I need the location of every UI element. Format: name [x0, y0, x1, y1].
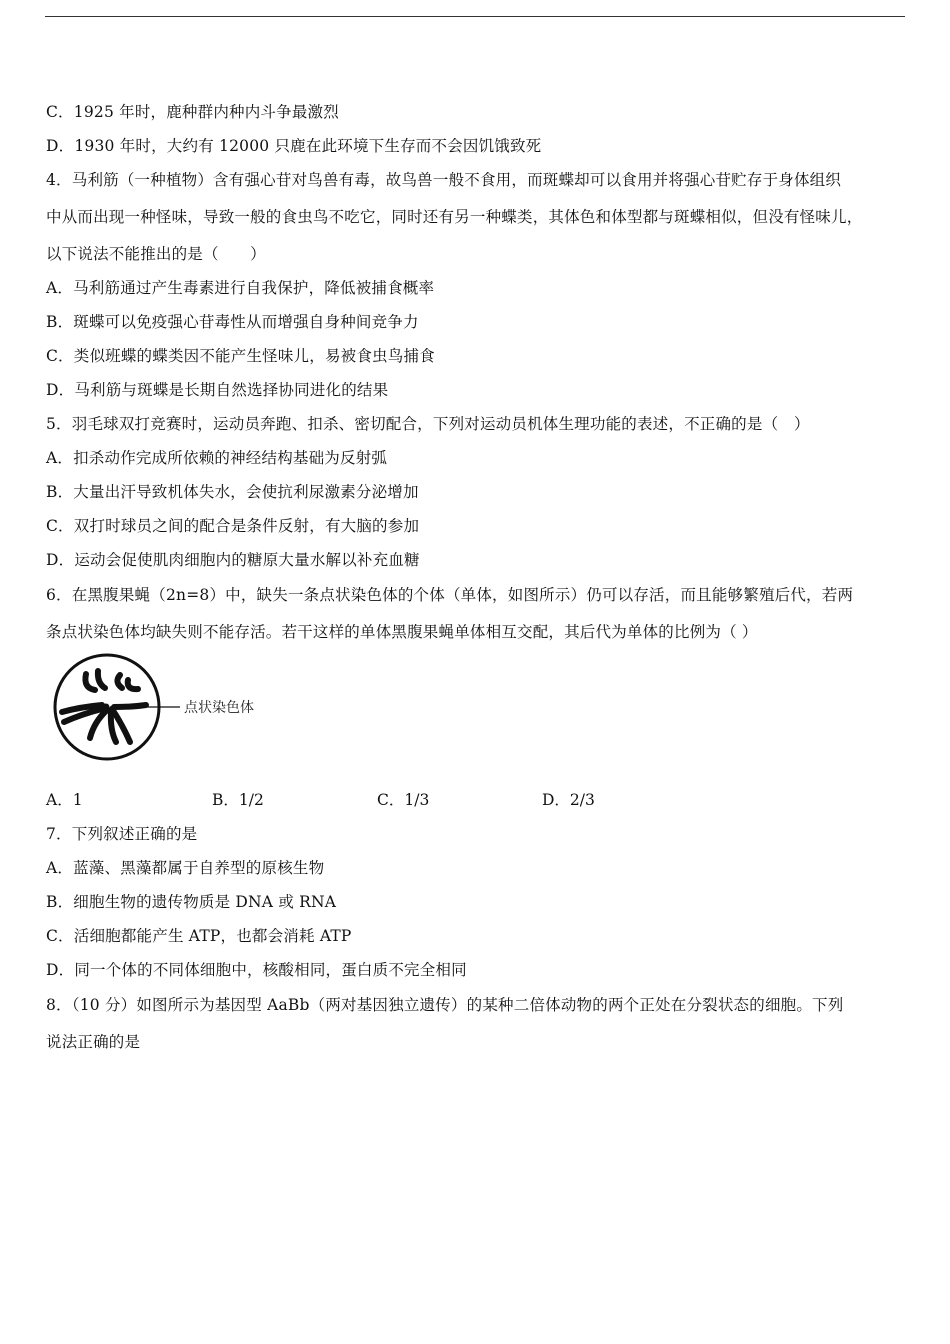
q4-option-a: A．马利筋通过产生毒素进行自我保护，降低被捕食概率	[46, 279, 435, 297]
q7-option-b: B．细胞生物的遗传物质是 DNA 或 RNA	[46, 893, 337, 911]
q4-stem-line1: 4．马利筋（一种植物）含有强心苷对鸟兽有毒，故鸟兽一般不食用，而斑蝶却可以食用并将强心苷贮存于身体组织	[46, 171, 842, 189]
q3-option-c: C．1925 年时，鹿种群内种内斗争最激烈	[46, 103, 339, 121]
q6-option-b: B．1/2	[212, 791, 264, 809]
dot-chromosome-label: 点状染色体	[184, 700, 254, 716]
header-rule	[45, 16, 905, 17]
q4-option-c: C．类似班蝶的蝶类因不能产生怪味儿，易被食虫鸟捕食	[46, 347, 435, 365]
q4-option-d: D．马利筋与斑蝶是长期自然选择协同进化的结果	[46, 381, 389, 399]
q5-option-a: A．扣杀动作完成所依赖的神经结构基础为反射弧	[46, 449, 388, 467]
q6-option-c: C．1/3	[377, 791, 430, 809]
q4-stem-line2: 中从而出现一种怪味，导致一般的食虫鸟不吃它，同时还有另一种蝶类，其体色和体型都与斑蝶相似，但没有怪味儿，	[46, 208, 863, 226]
q7-stem: 7．下列叙述正确的是	[46, 825, 198, 843]
q6-stem-line2: 条点状染色体均缺失则不能存活。若干这样的单体黑腹果蝇单体相互交配，其后代为单体的比例为（ ）	[46, 623, 758, 641]
q6-stem-line1: 6．在黑腹果蝇（2n=8）中，缺失一条点状染色体的个体（单体，如图所示）仍可以存活，而且能够繁殖后代，若两	[46, 586, 854, 604]
q3-option-d: D．1930 年时，大约有 12000 只鹿在此环境下生存而不会因饥饿致死	[46, 137, 542, 155]
q6-option-a: A．1	[46, 791, 83, 809]
q5-stem: 5．羽毛球双打竞赛时，运动员奔跑、扣杀、密切配合，下列对运动员机体生理功能的表述，不正确的是（ ）	[46, 415, 810, 433]
q7-option-c: C．活细胞都能产生 ATP，也都会消耗 ATP	[46, 927, 352, 945]
q6-option-d: D．2/3	[542, 791, 595, 809]
q4-option-b: B．斑蝶可以免疫强心苷毒性从而增强自身种间竞争力	[46, 313, 419, 331]
q5-option-b: B．大量出汗导致机体失水，会使抗利尿激素分泌增加	[46, 483, 419, 501]
q7-option-a: A．蓝藻、黑藻都属于自养型的原核生物	[46, 859, 325, 877]
q8-stem-line1: 8．（10 分）如图所示为基因型 AaBb（两对基因独立遗传）的某种二倍体动物的两个正处在分裂状态的细胞。下列	[46, 996, 844, 1014]
q5-option-c: C．双打时球员之间的配合是条件反射，有大脑的参加	[46, 517, 420, 535]
q8-stem-line2: 说法正确的是	[46, 1033, 141, 1051]
q7-option-d: D．同一个体的不同体细胞中，核酸相同，蛋白质不完全相同	[46, 961, 467, 979]
q4-stem-line3: 以下说法不能推出的是（ ）	[46, 245, 266, 263]
q5-option-d: D．运动会促使肌肉细胞内的糖原大量水解以补充血糖	[46, 551, 420, 569]
